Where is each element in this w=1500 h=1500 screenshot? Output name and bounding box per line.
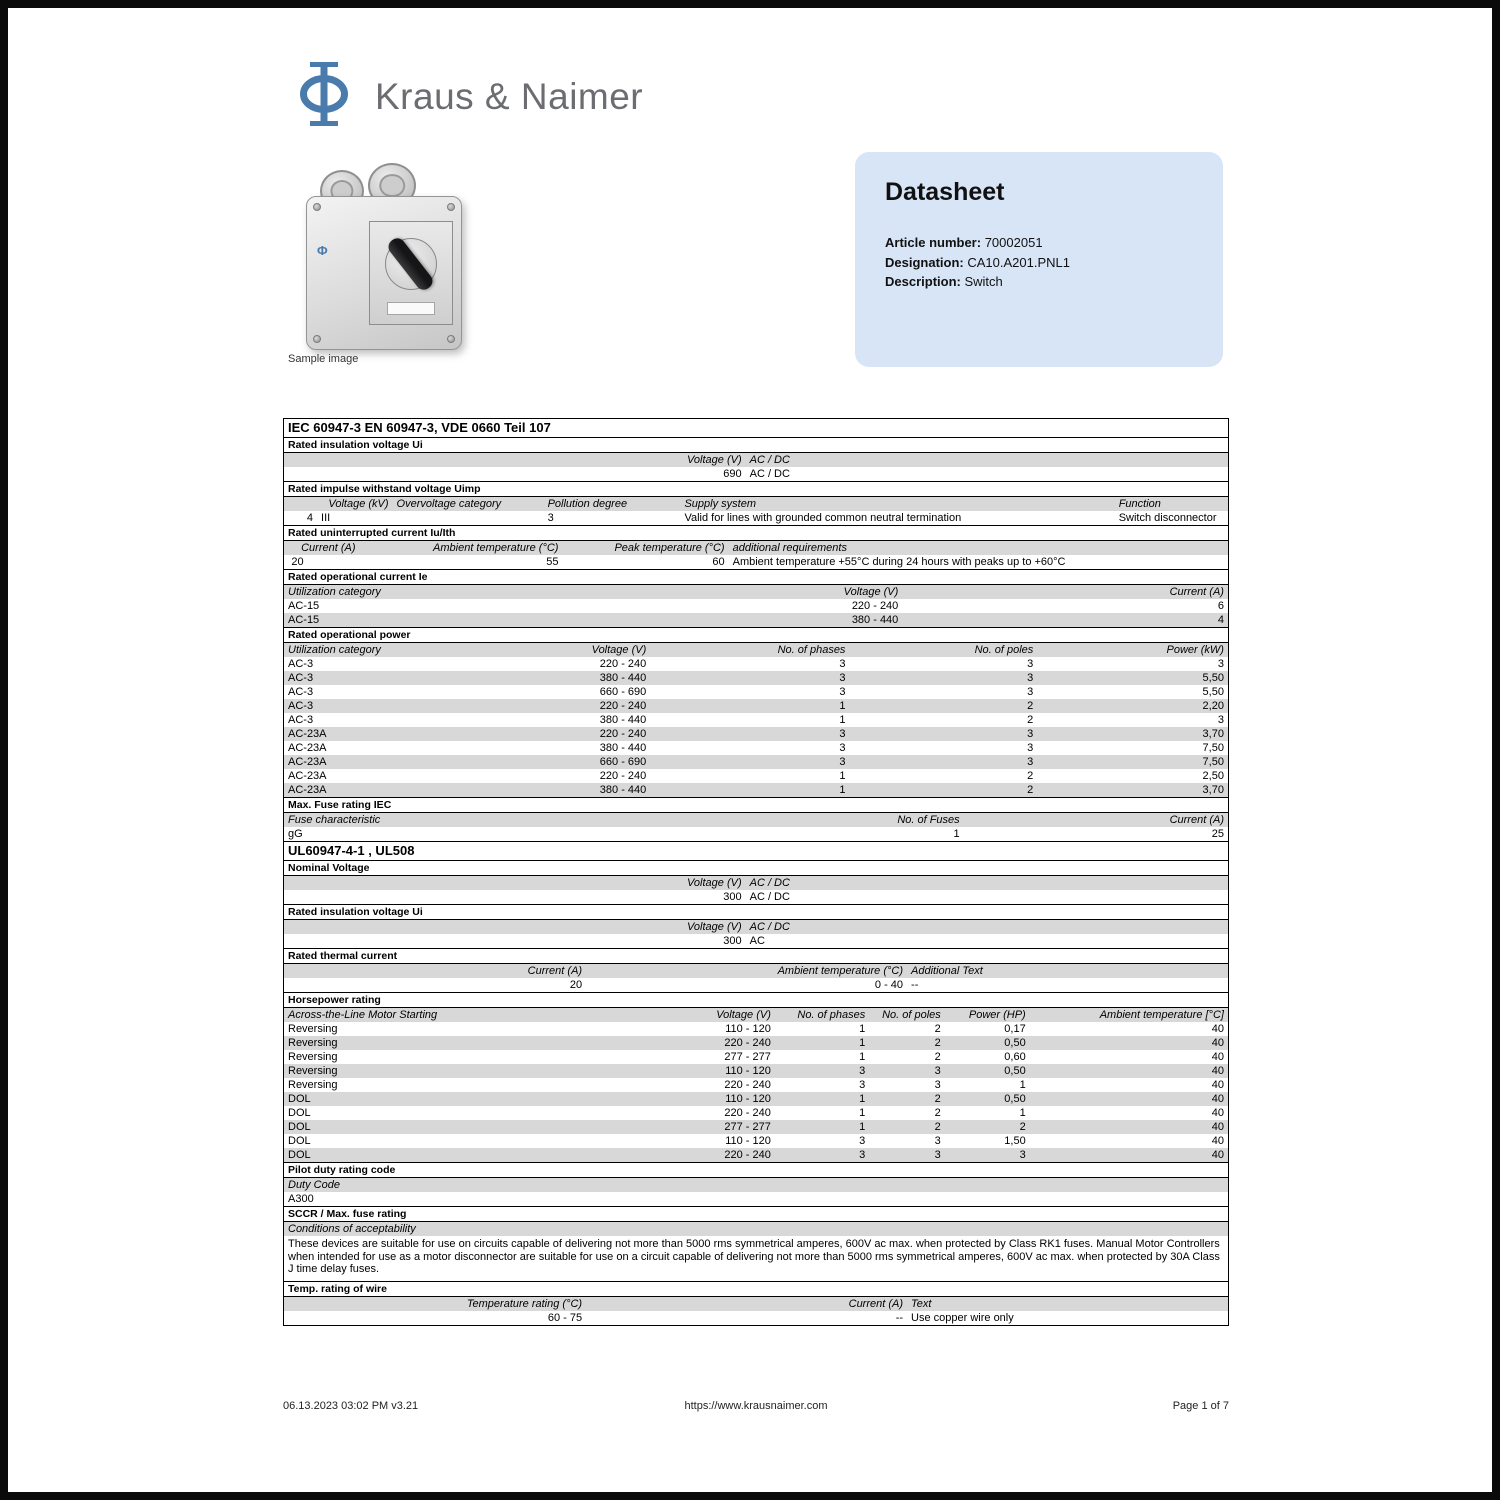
table-row — [284, 657, 1228, 671]
table-cell: Ambient temperature (°C) — [433, 542, 559, 554]
table-subsection-title — [284, 904, 1228, 920]
table-cell: 220 - 240 — [599, 728, 647, 740]
table-cell: AC-3 — [288, 700, 314, 712]
table-cell: 380 - 440 — [851, 614, 899, 626]
table-cell: Current (A) — [1169, 586, 1224, 598]
table-cell: 3 — [1217, 658, 1224, 670]
table-cell: 220 - 240 — [599, 770, 647, 782]
table-cell: 3 — [1027, 756, 1034, 768]
table-cell: 40 — [1211, 1135, 1224, 1147]
phi-logo-icon — [295, 60, 353, 133]
table-cell: 380 - 440 — [599, 714, 647, 726]
table-cell: 6 — [1217, 600, 1224, 612]
table-cell: 220 - 240 — [724, 1107, 771, 1119]
table-cell: DOL — [288, 1121, 311, 1133]
table-cell: 1 — [1019, 1079, 1026, 1091]
table-cell: 3 — [1027, 728, 1034, 740]
table-cell: DOL — [288, 1149, 311, 1161]
table-cell: 40 — [1211, 1065, 1224, 1077]
table-cell: 110 - 120 — [725, 1093, 771, 1105]
table-cell: UL60947-4-1 , UL508 — [288, 843, 415, 858]
table-cell: Rated insulation voltage Ui — [288, 439, 423, 451]
table-cell: Voltage (V) — [686, 454, 742, 466]
table-cell: Text — [911, 1297, 932, 1310]
table-cell: Utilization category — [288, 644, 381, 656]
footer-generated-timestamp: 06.13.2023 03:02 PM v3.21 — [283, 1400, 419, 1412]
table-cell: 3 — [839, 756, 846, 768]
table-subsection-title — [284, 1206, 1228, 1222]
table-cell: 3 — [859, 1149, 866, 1161]
table-cell: 2 — [934, 1051, 941, 1063]
table-cell: AC-15 — [288, 614, 320, 626]
table-subsection-title — [284, 569, 1228, 585]
table-cell: No. of poles — [882, 1009, 941, 1021]
screw-icon — [447, 203, 455, 211]
table-cell: Ambient temperature +55°C during 24 hours with peaks up to +60°C — [732, 556, 1066, 568]
table-cell: 660 - 690 — [599, 686, 647, 698]
table-cell: Rated uninterrupted current Iu/Ith — [288, 527, 456, 539]
table-cell: 1 — [859, 1023, 866, 1035]
table-cell: 0,17 — [1004, 1023, 1026, 1035]
table-row — [284, 934, 1228, 948]
table-cell: 220 - 240 — [724, 1079, 771, 1091]
table-cell: AC-23A — [288, 784, 327, 796]
table-header-row — [284, 876, 1228, 890]
footer-page-number: Page 1 of 7 — [1172, 1400, 1229, 1412]
table-cell: AC-3 — [288, 672, 314, 684]
table-row — [284, 555, 1228, 569]
table-cell: Current (A) — [301, 542, 356, 554]
table-row — [284, 511, 1228, 525]
table-cell: Reversing — [288, 1037, 338, 1049]
table-cell: 40 — [1211, 1107, 1224, 1119]
table-cell: AC / DC — [749, 454, 790, 466]
table-cell: 300 — [723, 935, 742, 947]
table-cell: 3 — [934, 1065, 941, 1077]
table-cell: 110 - 120 — [725, 1023, 771, 1035]
table-cell: 0 - 40 — [874, 979, 904, 991]
table-cell: 3 — [547, 512, 554, 524]
table-cell: No. of phases — [777, 644, 846, 656]
table-cell: 40 — [1211, 1079, 1224, 1091]
table-cell: DOL — [288, 1135, 311, 1147]
table-cell: AC-3 — [288, 658, 314, 670]
table-cell: 4 — [306, 512, 314, 524]
table-cell: 3 — [934, 1079, 941, 1091]
table-header-row — [284, 1178, 1228, 1192]
table-cell: Current (A) — [527, 965, 583, 977]
table-cell: 60 — [712, 556, 725, 568]
table-row — [284, 713, 1228, 727]
table-cell: -- — [895, 1311, 904, 1324]
table-cell: Additional Text — [911, 965, 983, 977]
table-row — [284, 467, 1228, 481]
table-row — [284, 685, 1228, 699]
table-cell: Reversing — [288, 1065, 338, 1077]
table-cell: 40 — [1211, 1051, 1224, 1063]
table-cell: 3,70 — [1202, 728, 1224, 740]
table-cell: 1 — [859, 1051, 866, 1063]
table-cell: 20 — [569, 979, 583, 991]
table-subsection-title — [284, 948, 1228, 964]
table-cell: Voltage (V) — [843, 586, 899, 598]
table-cell: 1 — [839, 714, 846, 726]
table-cell: Current (A) — [1169, 814, 1224, 826]
table-row — [284, 699, 1228, 713]
table-cell: 60 - 75 — [547, 1311, 583, 1324]
datasheet-title: Datasheet — [885, 178, 1005, 206]
table-cell: 3 — [1217, 714, 1224, 726]
table-subsection-title — [284, 525, 1228, 541]
table-cell: Power (kW) — [1166, 644, 1224, 656]
table-cell: AC-3 — [288, 714, 314, 726]
table-cell: 2 — [934, 1093, 941, 1105]
datasheet-info-panel — [855, 152, 1223, 367]
table-cell: 3 — [839, 686, 846, 698]
table-row — [284, 613, 1228, 627]
switch-front-panel — [369, 221, 453, 325]
table-cell: 300 — [723, 891, 742, 903]
table-cell: AC / DC — [749, 877, 790, 889]
table-cell: 1 — [1019, 1107, 1026, 1119]
table-cell: Pilot duty rating code — [288, 1164, 396, 1176]
table-cell: 3 — [859, 1065, 866, 1077]
table-cell: Nominal Voltage — [288, 862, 370, 874]
table-cell: 220 - 240 — [724, 1037, 771, 1049]
table-cell: Supply system — [684, 498, 756, 510]
table-cell: Rated operational current Ie — [288, 571, 428, 583]
table-cell: 1 — [839, 784, 846, 796]
table-cell: Switch disconnector — [1118, 512, 1217, 524]
datasheet-fields — [885, 233, 1193, 292]
table-cell: 3 — [934, 1135, 941, 1147]
table-cell: Voltage (V) — [686, 877, 742, 889]
table-cell: DOL — [288, 1093, 311, 1105]
table-cell: additional requirements — [732, 542, 847, 554]
table-cell: 1 — [839, 700, 846, 712]
table-cell: 277 - 277 — [724, 1051, 771, 1063]
table-cell: AC — [749, 935, 765, 947]
table-cell: 5,50 — [1202, 672, 1224, 684]
table-cell: These devices are suitable for use on circuits capable of delivering not more than 5000 rms symmetrical amperes, 600V ac max. when protected by Class RK1 fuses. Manual Motor Controllers when intended for use as a motor disconnector are suitable for use on a circuit capable of delivering not more than 5000 rms symmetrical amperes, 600V ac max. when protected by 30A Class J time delay fuses. — [288, 1238, 1220, 1275]
article-number-field — [885, 233, 1193, 253]
table-cell: Across-the-Line Motor Starting — [288, 1009, 438, 1021]
table-row — [284, 599, 1228, 613]
brand-name: Kraus & Naimer — [375, 75, 644, 117]
table-header-row — [284, 1222, 1228, 1236]
table-cell: 3 — [839, 728, 846, 740]
table-cell: 0,50 — [1004, 1037, 1026, 1049]
table-cell: 1 — [859, 1107, 866, 1119]
table-cell: AC-23A — [288, 728, 327, 740]
table-row — [284, 671, 1228, 685]
table-cell: Temp. rating of wire — [288, 1282, 387, 1295]
table-section-title — [284, 419, 1228, 438]
table-cell: Fuse characteristic — [288, 814, 381, 826]
table-cell: No. of phases — [797, 1009, 866, 1021]
table-cell: 40 — [1211, 1023, 1224, 1035]
table-cell: AC-23A — [288, 770, 327, 782]
table-cell: 40 — [1211, 1037, 1224, 1049]
table-cell: 2 — [1019, 1121, 1026, 1133]
table-row — [284, 827, 1228, 841]
table-cell: 1 — [859, 1093, 866, 1105]
table-cell: Pollution degree — [547, 498, 628, 510]
table-cell: 40 — [1211, 1121, 1224, 1133]
description-field — [885, 272, 1193, 292]
table-cell: 2,50 — [1202, 770, 1224, 782]
sample-image-caption: Sample image — [288, 353, 359, 365]
table-cell: 3 — [839, 742, 846, 754]
sample-product-image — [300, 158, 475, 358]
designation-value: CA10.A201.PNL1 — [967, 254, 1070, 270]
table-cell: 40 — [1211, 1093, 1224, 1105]
table-cell: Voltage (V) — [686, 921, 742, 933]
table-cell: 3 — [934, 1149, 941, 1161]
table-cell: AC-23A — [288, 756, 327, 768]
table-cell: 3 — [859, 1135, 866, 1147]
table-header-row — [284, 643, 1228, 657]
table-row — [284, 1064, 1228, 1078]
table-cell: Power (HP) — [968, 1009, 1026, 1021]
table-cell: 2 — [934, 1121, 941, 1133]
description-label: Description: — [885, 274, 961, 289]
table-cell: 2 — [934, 1107, 941, 1119]
table-row — [284, 1134, 1228, 1148]
table-cell: DOL — [288, 1107, 311, 1119]
table-header-row — [284, 453, 1228, 467]
table-row — [284, 1311, 1228, 1325]
table-header-row — [284, 1008, 1228, 1022]
table-cell: 40 — [1211, 1149, 1224, 1161]
table-cell: III — [321, 512, 331, 524]
table-header-row — [284, 585, 1228, 599]
table-cell: Reversing — [288, 1051, 338, 1063]
table-cell: 110 - 120 — [725, 1135, 771, 1147]
table-row — [284, 1022, 1228, 1036]
table-cell: 660 - 690 — [599, 756, 647, 768]
table-subsection-title — [284, 1281, 1228, 1297]
table-cell: Rated impulse withstand voltage Uimp — [288, 483, 481, 495]
table-row — [284, 1050, 1228, 1064]
table-subsection-title — [284, 438, 1228, 453]
table-cell: 3 — [839, 658, 846, 670]
table-cell: 20 — [291, 556, 304, 568]
table-cell: A300 — [288, 1193, 314, 1205]
spec-table — [283, 418, 1229, 1326]
designation-label: Designation: — [885, 254, 964, 270]
table-section-title — [284, 841, 1228, 861]
table-row — [284, 1148, 1228, 1162]
table-cell: 380 - 440 — [599, 784, 647, 796]
designation-field — [885, 253, 1193, 273]
table-cell: Utilization category — [288, 586, 381, 598]
table-cell: gG — [288, 828, 303, 840]
table-header-row — [284, 497, 1228, 511]
table-cell: Duty Code — [288, 1179, 340, 1191]
table-cell: Function — [1118, 498, 1161, 510]
table-cell: 220 - 240 — [724, 1149, 771, 1161]
table-cell: AC / DC — [749, 468, 790, 480]
table-row — [284, 1092, 1228, 1106]
table-cell: 2 — [934, 1023, 941, 1035]
article-number-label: Article number: — [885, 235, 982, 250]
table-subsection-title — [284, 1162, 1228, 1178]
table-cell: Ambient temperature [°C] — [1099, 1009, 1224, 1021]
table-header-row — [284, 1297, 1228, 1311]
table-cell: Use copper wire only — [911, 1311, 1014, 1324]
table-cell: Voltage (V) — [591, 644, 647, 656]
table-row — [284, 1106, 1228, 1120]
table-header-row — [284, 541, 1228, 555]
table-subsection-title — [284, 861, 1228, 876]
table-cell: 1 — [953, 828, 960, 840]
table-cell: Valid for lines with grounded common neutral termination — [684, 512, 962, 524]
table-cell: No. of Fuses — [897, 814, 960, 826]
table-cell: Current (A) — [848, 1297, 904, 1310]
table-cell: 55 — [546, 556, 559, 568]
table-subsection-title — [284, 992, 1228, 1008]
table-cell: Rated insulation voltage Ui — [288, 906, 423, 918]
table-header-row — [284, 920, 1228, 934]
table-cell: Voltage (V) — [716, 1009, 771, 1021]
table-cell: 380 - 440 — [599, 742, 647, 754]
table-cell: AC-23A — [288, 742, 327, 754]
table-cell: 1,50 — [1004, 1135, 1026, 1147]
table-cell: 2 — [1027, 784, 1034, 796]
table-row — [284, 978, 1228, 992]
table-cell: 1 — [859, 1037, 866, 1049]
table-header-row — [284, 813, 1228, 827]
table-cell: 220 - 240 — [599, 658, 647, 670]
table-header-row — [284, 964, 1228, 978]
table-cell: 3 — [839, 672, 846, 684]
table-cell: Ambient temperature (°C) — [777, 965, 904, 977]
table-cell: 690 — [723, 468, 742, 480]
table-subsection-title — [284, 481, 1228, 497]
table-cell: 3 — [1027, 658, 1034, 670]
table-row — [284, 1120, 1228, 1134]
table-cell: 0,50 — [1004, 1065, 1026, 1077]
table-row — [284, 741, 1228, 755]
table-cell: 5,50 — [1202, 686, 1224, 698]
table-cell: IEC 60947-3 EN 60947-3, VDE 0660 Teil 107 — [288, 420, 551, 435]
table-row — [284, 890, 1228, 904]
table-cell: 2 — [1027, 714, 1034, 726]
table-cell: 1 — [839, 770, 846, 782]
table-cell: 3 — [1019, 1149, 1026, 1161]
table-cell: Voltage (kV) — [328, 498, 389, 510]
table-row — [284, 1036, 1228, 1050]
table-row — [284, 1192, 1228, 1206]
table-cell: 220 - 240 — [851, 600, 899, 612]
table-cell: Rated thermal current — [288, 950, 398, 962]
table-cell: 0,50 — [1004, 1093, 1026, 1105]
table-row — [284, 727, 1228, 741]
table-cell: 3 — [1027, 686, 1034, 698]
table-cell: Reversing — [288, 1023, 338, 1035]
table-cell: 7,50 — [1202, 742, 1224, 754]
table-row — [284, 755, 1228, 769]
table-subsection-title — [284, 797, 1228, 813]
table-cell: 110 - 120 — [725, 1065, 771, 1077]
datasheet-page — [8, 8, 1492, 1492]
table-row — [284, 783, 1228, 797]
table-cell: No. of poles — [974, 644, 1034, 656]
table-cell: Overvoltage category — [396, 498, 502, 510]
article-number-value: 70002051 — [984, 235, 1043, 250]
table-cell: 220 - 240 — [599, 700, 647, 712]
table-cell: 2,20 — [1202, 700, 1224, 712]
table-cell: Horsepower rating — [288, 994, 381, 1006]
table-cell: 4 — [1217, 614, 1224, 626]
table-cell: 380 - 440 — [599, 672, 647, 684]
table-cell: Conditions of acceptability — [288, 1223, 416, 1235]
table-cell: 2 — [934, 1037, 941, 1049]
table-cell: 2 — [1027, 770, 1034, 782]
table-cell: 0,60 — [1004, 1051, 1026, 1063]
table-cell: Temperature rating (°C) — [466, 1297, 583, 1310]
table-cell: AC-15 — [288, 600, 320, 612]
switch-enclosure — [306, 196, 462, 350]
table-row — [284, 769, 1228, 783]
page-footer — [283, 1400, 1229, 1412]
table-cell: Reversing — [288, 1079, 338, 1091]
table-cell: 7,50 — [1202, 756, 1224, 768]
screw-icon — [313, 335, 321, 343]
table-subsection-title — [284, 627, 1228, 643]
table-cell: SCCR / Max. fuse rating — [288, 1208, 407, 1220]
table-cell: AC / DC — [749, 891, 790, 903]
table-cell: Peak temperature (°C) — [614, 542, 725, 554]
switch-label-plate — [387, 302, 435, 315]
enclosure-brand-mark: Φ — [317, 243, 328, 258]
table-cell: 3 — [1027, 672, 1034, 684]
table-cell: 277 - 277 — [724, 1121, 771, 1133]
table-cell: 25 — [1211, 828, 1224, 840]
table-cell: Max. Fuse rating IEC — [288, 799, 392, 811]
brand-header — [295, 60, 643, 133]
table-cell: -- — [911, 979, 919, 991]
table-cell: AC-3 — [288, 686, 314, 698]
table-cell: 1 — [859, 1121, 866, 1133]
table-row — [284, 1078, 1228, 1092]
screw-icon — [313, 203, 321, 211]
table-cell: 3 — [859, 1079, 866, 1091]
table-cell: 2 — [1027, 700, 1034, 712]
table-cell: AC / DC — [749, 921, 790, 933]
table-text-row — [284, 1236, 1228, 1281]
description-value: Switch — [964, 274, 1003, 289]
table-cell: Rated operational power — [288, 629, 411, 641]
table-cell: 3 — [1027, 742, 1034, 754]
table-cell: 3,70 — [1202, 784, 1224, 796]
footer-url-link[interactable]: https://www.krausnaimer.com — [684, 1400, 828, 1412]
screw-icon — [447, 335, 455, 343]
